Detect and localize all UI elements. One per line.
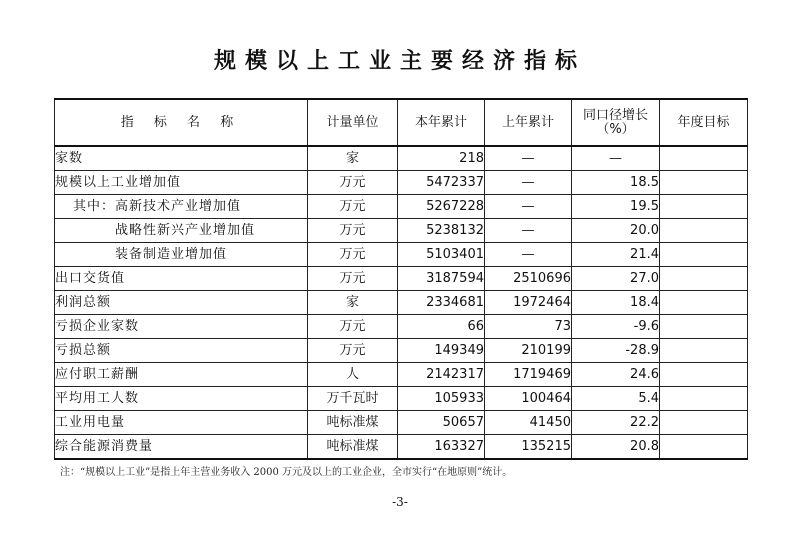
row-previous: — [485, 243, 572, 267]
row-growth: — [572, 146, 660, 171]
row-current: 3187594 [398, 267, 485, 291]
row-previous: — [485, 146, 572, 171]
row-target [660, 363, 748, 387]
header-current: 本年累计 [398, 99, 485, 146]
footnote: 注：“规模以上工业”是指上年主营业务收入 2000 万元及以上的工业企业，全市实行“在地原则”统计。 [60, 467, 513, 478]
indicators-table [54, 98, 748, 460]
table-row [55, 363, 748, 387]
table-row [55, 411, 748, 435]
row-previous: 1719469 [485, 363, 572, 387]
table-row [55, 195, 748, 219]
row-growth: -28.9 [572, 339, 660, 363]
header-name: 指 标 名 称 [55, 99, 308, 146]
row-current: 105933 [398, 387, 485, 411]
row-unit: 吨标准煤 [308, 435, 398, 460]
header-growth [572, 99, 660, 146]
row-name: 应付职工薪酬 [55, 363, 308, 387]
row-unit: 万元 [308, 219, 398, 243]
row-unit: 家 [308, 146, 398, 171]
row-target [660, 219, 748, 243]
row-growth: 18.5 [572, 171, 660, 195]
row-name: 出口交货值 [55, 267, 308, 291]
row-current: 5238132 [398, 219, 485, 243]
row-previous: 210199 [485, 339, 572, 363]
row-growth: 22.2 [572, 411, 660, 435]
row-target [660, 171, 748, 195]
row-name: 家数 [55, 146, 308, 171]
row-previous: — [485, 171, 572, 195]
row-name: 综合能源消费量 [55, 435, 308, 460]
page-number: -3- [392, 495, 408, 509]
row-previous: 2510696 [485, 267, 572, 291]
row-current: 163327 [398, 435, 485, 460]
row-unit: 万千瓦时 [308, 387, 398, 411]
table-row [55, 171, 748, 195]
row-target [660, 195, 748, 219]
row-target [660, 243, 748, 267]
row-current: 5267228 [398, 195, 485, 219]
row-previous: 1972464 [485, 291, 572, 315]
table-row [55, 267, 748, 291]
page-title: 规模以上工业主要经济指标 [213, 49, 586, 74]
header-growth-line1: 同口径增长 [582, 107, 648, 123]
row-name: 规模以上工业增加值 [55, 171, 308, 195]
row-target [660, 315, 748, 339]
row-growth: 20.8 [572, 435, 660, 460]
header-target: 年度目标 [660, 99, 748, 146]
row-previous: — [485, 195, 572, 219]
row-current: 5472337 [398, 171, 485, 195]
row-name: 其中：高新技术产业增加值 [55, 195, 308, 219]
row-previous: 100464 [485, 387, 572, 411]
row-target [660, 435, 748, 460]
row-unit: 家 [308, 291, 398, 315]
row-name: 工业用电量 [55, 411, 308, 435]
table-row [55, 291, 748, 315]
row-unit: 人 [308, 363, 398, 387]
row-target [660, 411, 748, 435]
row-target [660, 146, 748, 171]
table-row [55, 387, 748, 411]
table-row [55, 146, 748, 171]
row-growth: 20.0 [572, 219, 660, 243]
row-unit: 万元 [308, 267, 398, 291]
row-name: 平均用工人数 [55, 387, 308, 411]
row-growth: -9.6 [572, 315, 660, 339]
row-current: 218 [398, 146, 485, 171]
row-previous: 73 [485, 315, 572, 339]
table-row [55, 435, 748, 460]
row-current: 149349 [398, 339, 485, 363]
row-name: 战略性新兴产业增加值 [55, 219, 308, 243]
row-target [660, 339, 748, 363]
row-name: 亏损企业家数 [55, 315, 308, 339]
row-unit: 万元 [308, 339, 398, 363]
row-current: 66 [398, 315, 485, 339]
row-target [660, 291, 748, 315]
row-growth: 18.4 [572, 291, 660, 315]
row-current: 2142317 [398, 363, 485, 387]
row-current: 2334681 [398, 291, 485, 315]
row-unit: 万元 [308, 195, 398, 219]
table-row [55, 219, 748, 243]
row-unit: 万元 [308, 315, 398, 339]
table-row [55, 243, 748, 267]
table-header-row [55, 99, 748, 146]
row-previous: 41450 [485, 411, 572, 435]
row-target [660, 267, 748, 291]
header-unit: 计量单位 [308, 99, 398, 146]
row-target [660, 387, 748, 411]
table-row [55, 339, 748, 363]
row-growth: 19.5 [572, 195, 660, 219]
row-previous: — [485, 219, 572, 243]
row-growth: 24.6 [572, 363, 660, 387]
row-name: 装备制造业增加值 [55, 243, 308, 267]
table-row [55, 315, 748, 339]
row-unit: 万元 [308, 171, 398, 195]
header-previous: 上年累计 [485, 99, 572, 146]
row-growth: 27.0 [572, 267, 660, 291]
row-previous: 135215 [485, 435, 572, 460]
header-growth-line2: （%） [596, 121, 635, 137]
row-growth: 5.4 [572, 387, 660, 411]
row-name: 利润总额 [55, 291, 308, 315]
row-unit: 万元 [308, 243, 398, 267]
row-current: 5103401 [398, 243, 485, 267]
row-current: 50657 [398, 411, 485, 435]
row-growth: 21.4 [572, 243, 660, 267]
row-unit: 吨标准煤 [308, 411, 398, 435]
row-name: 亏损总额 [55, 339, 308, 363]
